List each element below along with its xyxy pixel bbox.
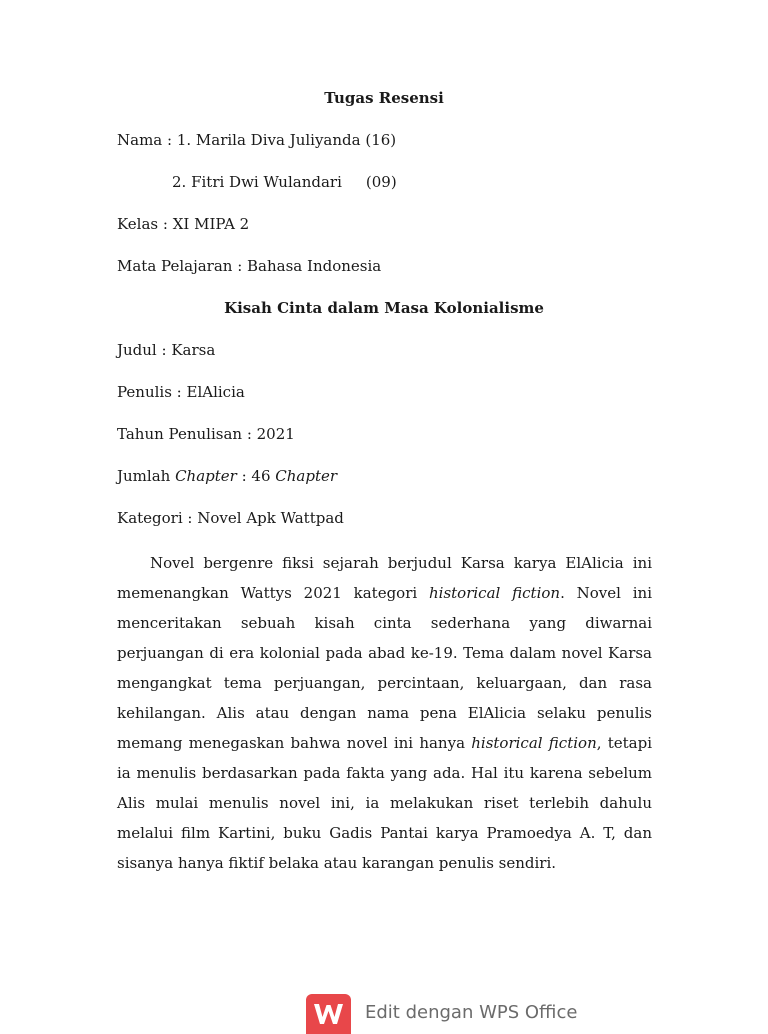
wps-footer-text[interactable]: Edit dengan WPS Office	[365, 1002, 578, 1023]
jumlah-italic-2: Chapter	[275, 467, 338, 485]
nama-2-number: (09)	[365, 173, 397, 191]
para-part-2: . Novel ini menceritakan sebuah kisah cinta sederhana yang diwarnai perjuangan di era kolonial pada abad ke-19. Tema dalam novel Karsa mengangkat tema perjuangan, percintaan, keluargaan, dan rasa kehilangan. Alis atau dengan nama pena ElAlicia selaku penulis memang menegaskan bahwa novel ini hanya	[117, 584, 653, 752]
nama-2-line	[172, 172, 397, 192]
jumlah-italic-1: Chapter	[175, 467, 237, 485]
para-italic-2: historical fiction	[471, 734, 597, 752]
judul-line: Judul : Karsa	[117, 341, 216, 359]
para-part-1: Novel bergenre fiksi sejarah berjudul Karsa karya ElAlicia ini memenangkan Wattys 2021 kategori	[117, 554, 652, 602]
para-part-3: , tetapi ia menulis berdasarkan pada fakta yang ada. Hal itu karena sebelum Alis mulai menulis novel ini, ia melakukan riset terlebih dahulu melalui film Kartini, buku Gadis Pantai karya Pramoedya A. T, dan sisanya hanya fiktif belaka atau karangan penulis sendiri.	[117, 734, 653, 872]
jumlah-line	[117, 466, 337, 486]
kategori-line: Kategori : Novel Apk Wattpad	[117, 509, 344, 527]
penulis-line: Penulis : ElAlicia	[117, 383, 245, 401]
nama-2-text: 2. Fitri Dwi Wulandari	[172, 173, 342, 191]
para-italic-1: historical fiction	[429, 584, 561, 602]
wps-footer[interactable]	[306, 993, 606, 1024]
jumlah-mid: : 46	[236, 467, 276, 485]
jumlah-prefix: Jumlah	[117, 467, 176, 485]
document-subtitle: Kisah Cinta dalam Masa Kolonialisme	[224, 299, 544, 317]
kelas-line: Kelas : XI MIPA 2	[117, 215, 250, 233]
wps-logo-icon	[306, 994, 351, 1034]
document-title: Tugas Resensi	[324, 89, 444, 107]
nama-line: Nama : 1. Marila Diva Juliyanda (16)	[117, 131, 397, 149]
tahun-line: Tahun Penulisan : 2021	[117, 425, 295, 443]
body-paragraph	[117, 548, 652, 878]
mapel-line: Mata Pelajaran : Bahasa Indonesia	[117, 257, 382, 275]
